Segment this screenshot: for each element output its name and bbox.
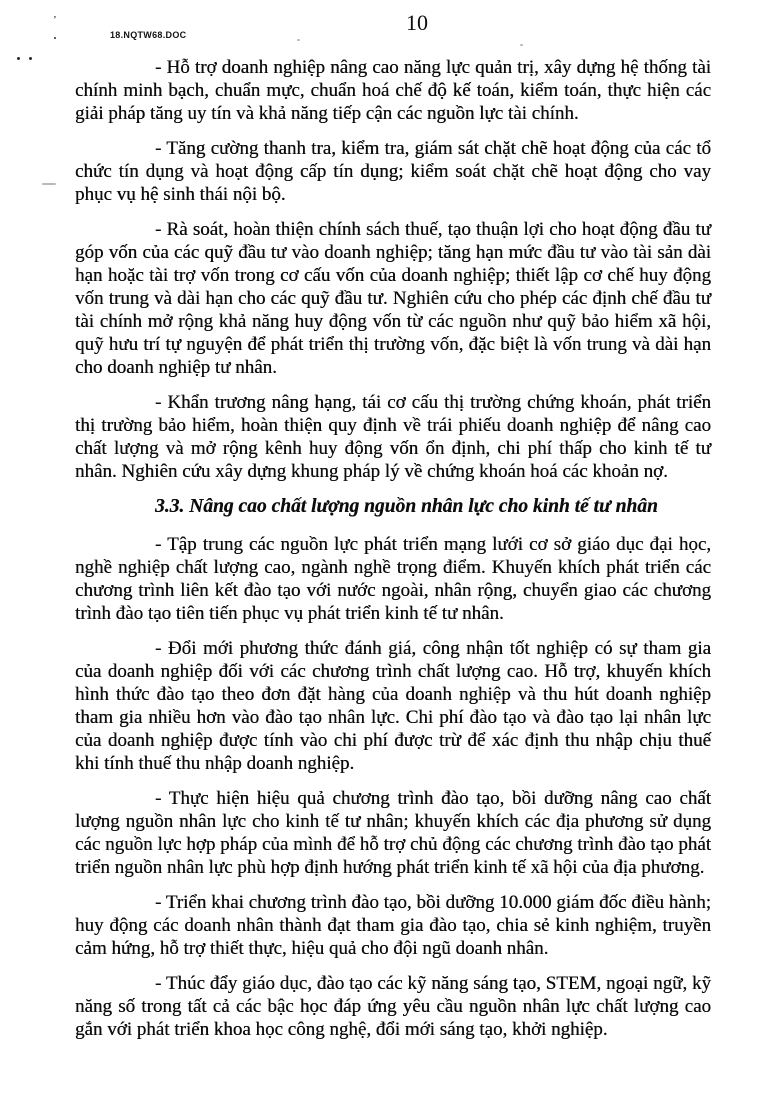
scan-speckle	[54, 37, 56, 39]
scan-speckle	[42, 183, 56, 185]
paragraph: - Triển khai chương trình đào tạo, bồi dưỡng 10.000 giám đốc điều hành; huy động các doanh nhân thành đạt tham gia đào tạo, chia sẻ kinh nghiệm, truyền cảm hứng, hỗ trợ thiết thực, hiệu quả cho đội ngũ doanh nhân.	[75, 892, 711, 959]
document-file-label: 18.NQTW68.DOC	[110, 30, 187, 40]
scan-speckle	[17, 57, 20, 60]
paragraph: - Hỗ trợ doanh nghiệp nâng cao năng lực quản trị, xây dựng hệ thống tài chính minh bạch, chuẩn mực, chuẩn hoá chế độ kế toán, kiểm toán, thực hiện các giải pháp tăng uy tín và khả năng tiếp cận các nguồn lực tài chính.	[75, 57, 711, 124]
document-body	[75, 56, 711, 1053]
paragraph: - Rà soát, hoàn thiện chính sách thuế, tạo thuận lợi cho hoạt động đầu tư góp vốn của các quỹ đầu tư vào doanh nghiệp; tăng hạn mức đầu tư vào tài sản dài hạn hoặc tài trợ vốn trong cơ cấu vốn của doanh nghiệp; thiết lập cơ chế huy động vốn trung và dài hạn cho các quỹ đầu tư. Nghiên cứu cho phép các định chế đầu tư tài chính mở rộng khả năng huy động vốn từ các nguồn như quỹ bảo hiểm xã hội, quỹ hưu trí tự nguyện để phát triển thị trường vốn, đặc biệt là vốn trung và dài hạn cho doanh nghiệp tư nhân.	[75, 219, 711, 378]
scan-speckle	[29, 57, 32, 60]
paragraph: - Tăng cường thanh tra, kiểm tra, giám sát chặt chẽ hoạt động của các tổ chức tín dụng và hoạt động cấp tín dụng; kiểm soát chặt chẽ hoạt động cho vay phục vụ hệ sinh thái nội bộ.	[75, 138, 711, 205]
paragraph: - Thực hiện hiệu quả chương trình đào tạo, bồi dưỡng nâng cao chất lượng nguồn nhân lực cho kinh tế tư nhân; khuyến khích các địa phương sử dụng các nguồn lực hợp pháp của mình để hỗ trợ chủ động các chương trình đào tạo phát triển nguồn nhân lực phù hợp định hướng phát triển kinh tế xã hội của địa phương.	[75, 788, 711, 878]
paragraph: - Thúc đẩy giáo dục, đào tạo các kỹ năng sáng tạo, STEM, ngoại ngữ, kỹ năng số trong tất cả các bậc học đáp ứng yêu cầu nguồn nhân lực chất lượng cao gắn với phát triển khoa học công nghệ, đổi mới sáng tạo, khởi nghiệp.	[75, 973, 711, 1040]
paragraph: - Khẩn trương nâng hạng, tái cơ cấu thị trường chứng khoán, phát triển thị trường bảo hiểm, hoàn thiện quy định về trái phiếu doanh nghiệp để nâng cao chất lượng và mở rộng kênh huy động vốn ổn định, chi phí thấp cho kinh tế tư nhân. Nghiên cứu xây dựng khung pháp lý về chứng khoán hoá các khoản nợ.	[75, 392, 711, 482]
scan-speckle: ’	[53, 14, 57, 26]
scan-speckle	[297, 39, 300, 41]
section-heading: 3.3. Nâng cao chất lượng nguồn nhân lực cho kinh tế tư nhân	[155, 496, 658, 517]
paragraph: - Tập trung các nguồn lực phát triển mạng lưới cơ sở giáo dục đại học, nghề nghiệp chất lượng cao, ngành nghề trọng điểm. Khuyến khích phát triển các chương trình liên kết đào tạo với nước ngoài, nhân rộng, chuyển giao các chương trình đào tạo tiên tiến phục vụ phát triển kinh tế tư nhân.	[75, 534, 711, 624]
scan-speckle	[520, 44, 523, 46]
paragraph: - Đổi mới phương thức đánh giá, công nhận tốt nghiệp có sự tham gia của doanh nghiệp đối với các chương trình chất lượng cao. Hỗ trợ, khuyến khích hình thức đào tạo theo đơn đặt hàng của doanh nghiệp và thu hút doanh nghiệp tham gia nhiều hơn vào đào tạo nhân lực. Chi phí đào tạo và đào tạo lại nhân lực của doanh nghiệp được tính vào chi phí được trừ để xác định thu nhập chịu thuế khi tính thuế thu nhập doanh nghiệp.	[75, 638, 711, 774]
page-number: 10	[406, 10, 428, 35]
